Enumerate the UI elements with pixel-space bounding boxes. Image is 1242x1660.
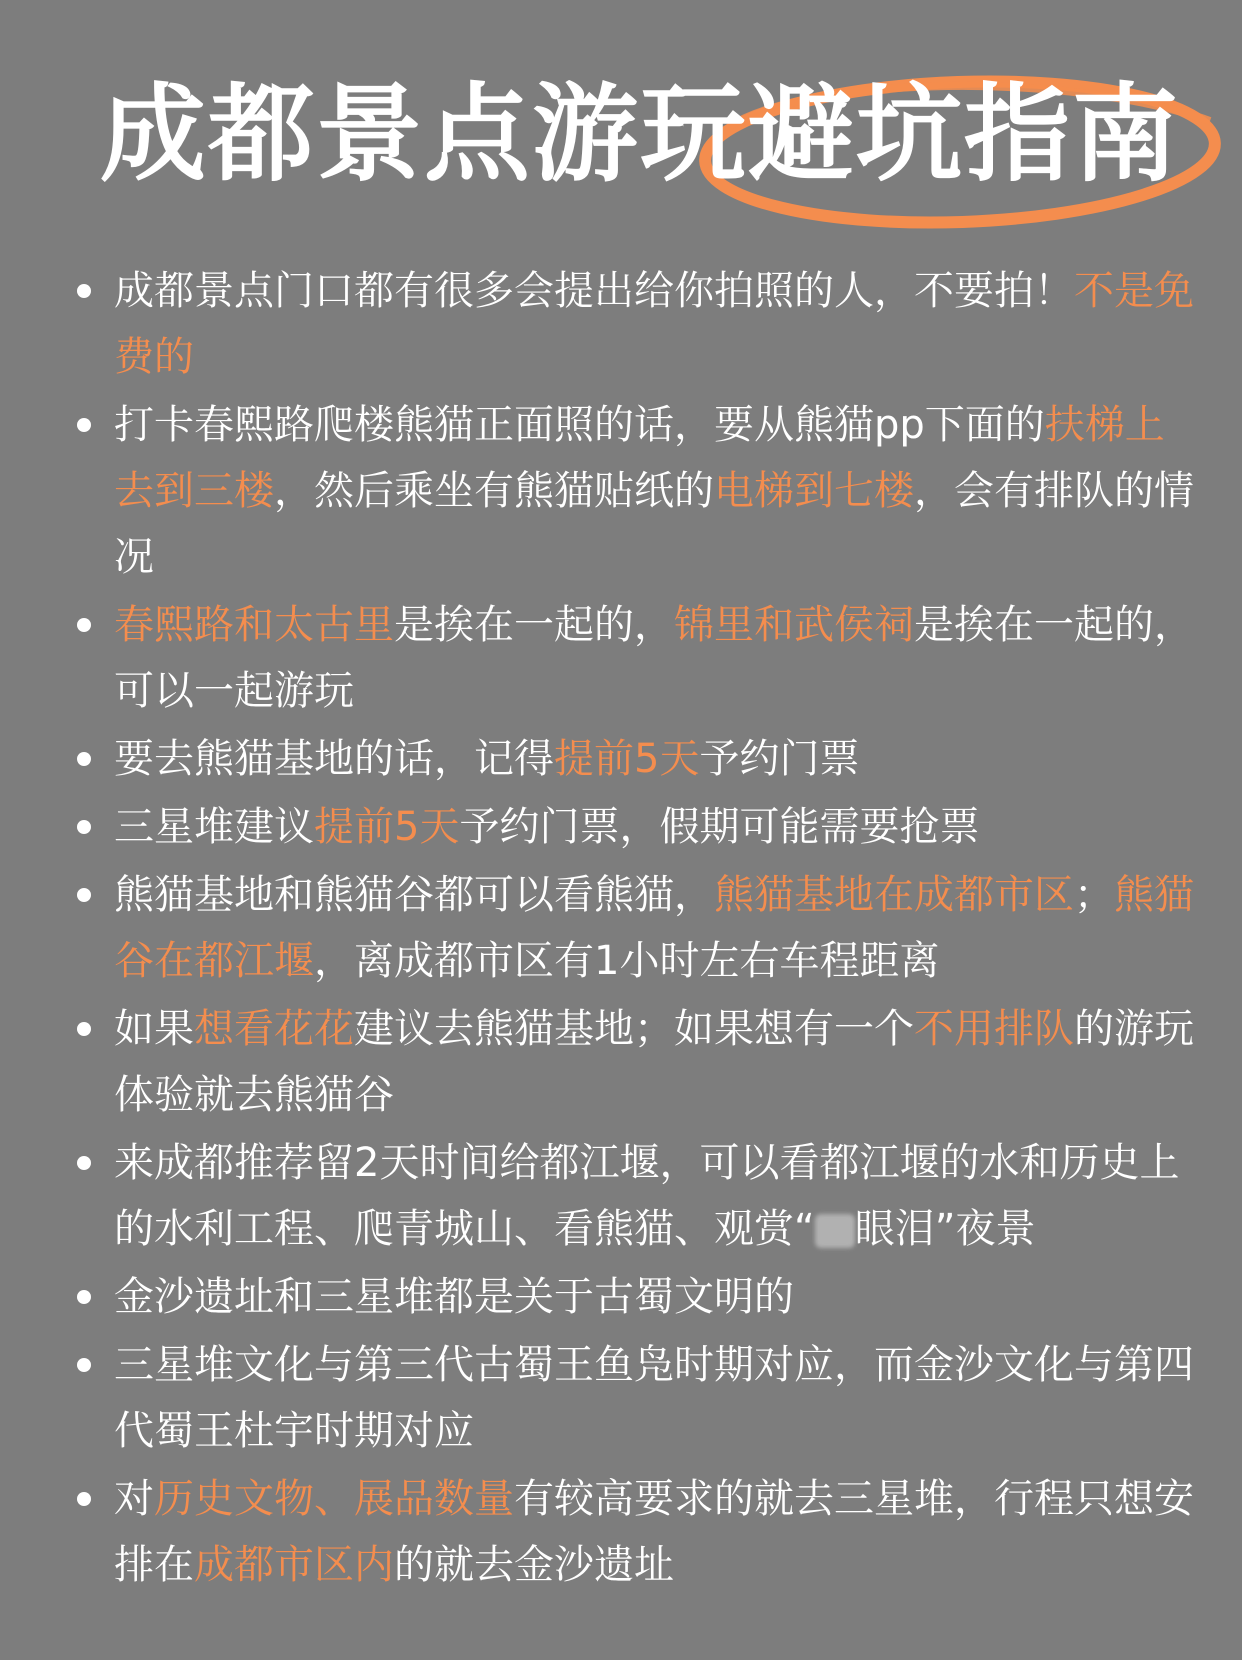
item-text: 对 (114, 1476, 154, 1522)
item-highlight: 不是免费的 (114, 268, 1194, 380)
page-title: 成都景点游玩避坑指南 (100, 73, 1180, 196)
list-item (0, 1466, 1242, 1598)
list-item (0, 996, 1242, 1128)
item-highlight: 春熙路和太古里 (114, 602, 394, 648)
item-highlight: 锦里和武侯祠 (674, 602, 914, 648)
list-item (0, 1130, 1242, 1262)
list-item (0, 1264, 1242, 1330)
item-text: 三星堆建议 (114, 804, 314, 850)
item-text: 的就去金沙遗址 (394, 1542, 674, 1588)
tips-list (0, 258, 1242, 1598)
item-text: 要去熊猫基地的话，记得 (114, 736, 554, 782)
item-text: 是挨在一起的，可以一起游玩 (114, 602, 1194, 714)
item-text: 金沙遗址和三星堆都是关于古蜀文明的 (114, 1274, 794, 1320)
list-item (0, 794, 1242, 860)
item-highlight: 熊猫基地在成都市区 (714, 872, 1074, 918)
bullet-icon (77, 1022, 91, 1036)
list-item (0, 392, 1242, 590)
list-item (0, 726, 1242, 792)
item-text: ，离成都市区有1小时左右车程距离 (314, 938, 940, 984)
item-text: 建议去熊猫基地；如果想有一个 (354, 1006, 914, 1052)
item-highlight: 扶梯上去到三楼 (114, 402, 1165, 514)
bullet-icon (77, 820, 91, 834)
item-text: 眼泪”夜景 (854, 1206, 1036, 1252)
list-item (0, 1332, 1242, 1464)
blurred-character (815, 1214, 855, 1248)
item-highlight: 想看花花 (194, 1006, 354, 1052)
item-text: ，会有排队的情况 (114, 468, 1194, 580)
item-text: ，然后乘坐有熊猫贴纸的 (274, 468, 714, 514)
bullet-icon (77, 1156, 91, 1170)
item-text: 三星堆文化与第三代古蜀王鱼凫时期对应，而金沙文化与第四代蜀王杜宇时期对应 (114, 1342, 1194, 1454)
bullet-icon (77, 418, 91, 432)
item-text: 有较高要求的就去三星堆，行程只想安排在 (114, 1476, 1194, 1588)
item-highlight: 提前5天 (314, 804, 460, 850)
item-text: ； (1074, 872, 1114, 918)
item-text: 如果 (114, 1006, 194, 1052)
list-item (0, 862, 1242, 994)
item-text: 成都景点门口都有很多会提出给你拍照的人，不要拍！ (114, 268, 1074, 314)
bullet-icon (77, 752, 91, 766)
item-text: 是挨在一起的， (394, 602, 674, 648)
item-highlight: 成都市区内 (194, 1542, 394, 1588)
bullet-icon (77, 1358, 91, 1372)
item-highlight: 不用排队 (914, 1006, 1074, 1052)
item-highlight: 历史文物、展品数量 (154, 1476, 514, 1522)
item-highlight: 提前5天 (554, 736, 700, 782)
item-highlight: 熊猫谷在都江堰 (114, 872, 1194, 984)
bullet-icon (77, 1492, 91, 1506)
item-text: 打卡春熙路爬楼熊猫正面照的话，要从熊猫pp下面的 (114, 402, 1045, 448)
item-highlight: 电梯到七楼 (714, 468, 914, 514)
bullet-icon (77, 888, 91, 902)
item-text: 的游玩体验就去熊猫谷 (114, 1006, 1194, 1118)
item-text: 熊猫基地和熊猫谷都可以看熊猫， (114, 872, 714, 918)
item-text: 予约门票，假期可能需要抢票 (459, 804, 980, 850)
item-text: 来成都推荐留2天时间给都江堰，可以看都江堰的水和历史上的水利工程、爬青城山、看熊猫、观赏“ (114, 1140, 1180, 1252)
list-item (0, 258, 1242, 390)
item-text: 予约门票 (699, 736, 860, 782)
list-item (0, 592, 1242, 724)
bullet-icon (77, 618, 91, 632)
bullet-icon (77, 284, 91, 298)
bullet-icon (77, 1290, 91, 1304)
title-area (0, 70, 1242, 240)
